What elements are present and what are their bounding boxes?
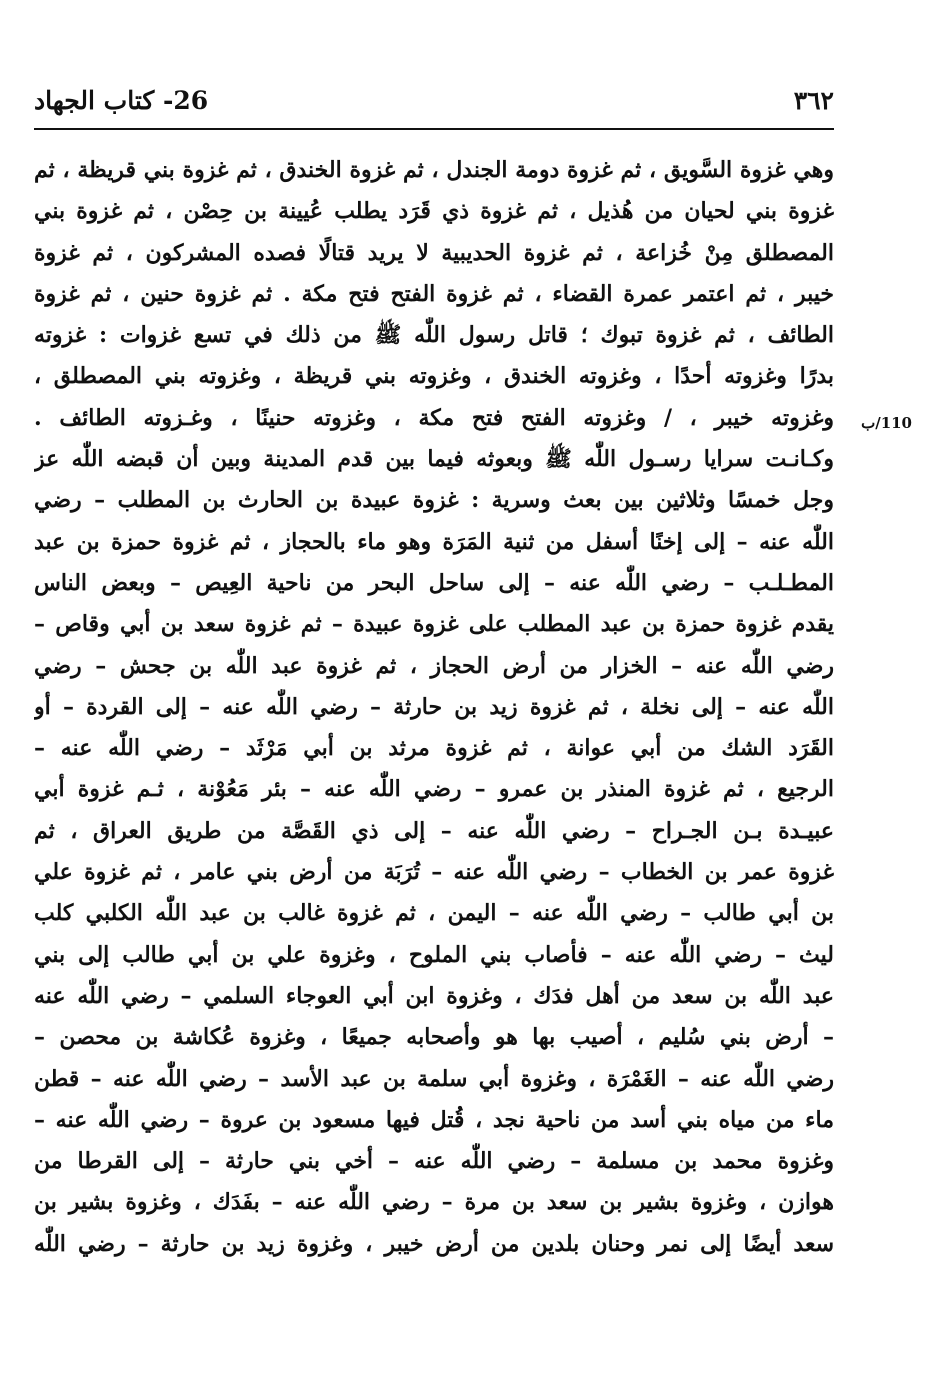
text-line: عبيـدة بـن الجـراح – رضي اللّٰه عنه – إلى ذي القَصَّة من طريق العراق ، ثم [34,817,834,844]
text-line: بدرًا وغزوته أحدًا ، وغزوته الخندق ، وغزوته بني قريظة ، وغزوته بني المصطلق ، [34,363,834,390]
header-divider [34,128,834,130]
text-line: هوازن ، وغزوة بشير بن سعد بن مرة – رضي اللّٰه عنه – بفَدَك ، وغزوة بشير بن [34,1189,834,1216]
text-line: عبد اللّٰه بن سعد من أهل فدَك ، وغزوة ابن أبي العوجاء السلمي – رضي اللّٰه عنه [34,982,834,1009]
text-line: المصطلق مِنْ خُزاعة ، ثم غزوة الحديبية لا يريد قتالًا فصده المشركون ، ثم غزوة [34,239,834,266]
text-line: غزوة عمر بن الخطاب – رضي اللّٰه عنه – تُرَبَة من أرض بني عامر ، ثم غزوة علي [34,859,834,886]
text-line: ماء من مياه بني أسد من ناحية نجد ، قُتل فيها مسعود بن عروة – رضي اللّٰه عنه – [34,1106,834,1133]
text-line: وكـانـت سرايا رسـول اللّٰه ﷺ وبعوثه فيما بين قدم المدينة وبين أن قبضه اللّٰه عز [34,446,834,473]
text-line: ليث – رضي اللّٰه عنه – فأصاب بني الملوح ، وغزوة علي بن أبي طالب إلى بني [34,941,834,968]
text-line: وغزوة محمد بن مسلمة – رضي اللّٰه عنه – أخي بني حارثة – إلى القرطا من [34,1148,834,1175]
text-line: بن أبي طالب – رضي اللّٰه عنه – اليمن ، ثم غزوة غالب بن عبد اللّٰه الكلبي كلب [34,900,834,927]
text-line: رضي اللّٰه عنه – الغَمْرَة ، وغزوة أبي سلمة بن عبد الأسد – رضي اللّٰه عنه – قطن [34,1065,834,1092]
text-line: وغزوته خيبر ، / وغزوته الفتح فتح مكة ، وغزوته حنينًا ، وغـزوته الطائف . [34,404,834,431]
body-text [34,150,834,1265]
text-line: غزوة بني لحيان من هُذيل ، ثم غزوة ذي قَرَد يطلب عُيينة بن حِصْن ، ثم غزوة بني [34,198,834,225]
text-line: اللّٰه عنه – إلى نخلة ، ثم غزوة زيد بن حارثة – رضي اللّٰه عنه – إلى القردة – أو [34,693,834,720]
chapter-title: 26- كتاب الجهاد [34,86,209,115]
text-line: القَرَد الشك من أبي عوانة ، ثم غزوة مرثد بن أبي مَرْثَد – رضي اللّٰه عنه – [34,735,834,762]
text-line: الطائف ، ثم غزوة تبوك ؛ قاتل رسول اللّٰه ﷺ من ذلك في تسع غزوات : غزوته [34,322,834,349]
text-line: رضي اللّٰه عنه – الخزار من أرض الحجاز ، ثم غزوة عبد اللّٰه بن جحش – رضي [34,652,834,679]
text-line: سعد أيضًا إلى نمر وحنان بلدين من أرض خيبر ، وغزوة زيد بن حارثة – رضي اللّٰه [34,1230,834,1257]
text-line: اللّٰه عنه – إلى إخنًا أسفل من ثنية المَرَة وهو ماء بالحجاز ، ثم غزوة حمزة بن عبد [34,528,834,555]
text-line: وجل خمسًا وثلاثين بين بعث وسرية : غزوة عبيدة بن الحارث بن المطلب – رضي [34,487,834,514]
text-line: خيبر ، ثم اعتمر عمرة القضاء ، ثم غزوة الفتح فتح مكة . ثم غزوة حنين ، ثم غزوة [34,280,834,307]
text-line: – أرض بني سُليم ، أصيب بها هو وأصحابه جميعًا ، وغزوة عُكاشة بن محصن – [34,1024,834,1051]
text-line: المطـلـب – رضي اللّٰه عنه – إلى ساحل البحر من ناحية العِيص – وبعض الناس [34,569,834,596]
text-line: الرجيع ، ثم غزوة المنذر بن عمرو – رضي اللّٰه عنه – بئر مَعُوْنة ، ثـم غزوة أبي [34,776,834,803]
page-header [34,80,834,124]
text-line: يقدم غزوة حمزة بن عبد المطلب على غزوة عبيدة – ثم غزوة سعد بن أبي وقاص – [34,611,834,638]
page-number: ٣٦٢ [793,86,834,115]
manuscript-folio-marker: 110/ب [861,414,912,432]
text-line: وهي غزوة السَّويق ، ثم غزوة دومة الجندل ، ثم غزوة الخندق ، ثم غزوة بني قريظة ، ثم [34,157,834,183]
